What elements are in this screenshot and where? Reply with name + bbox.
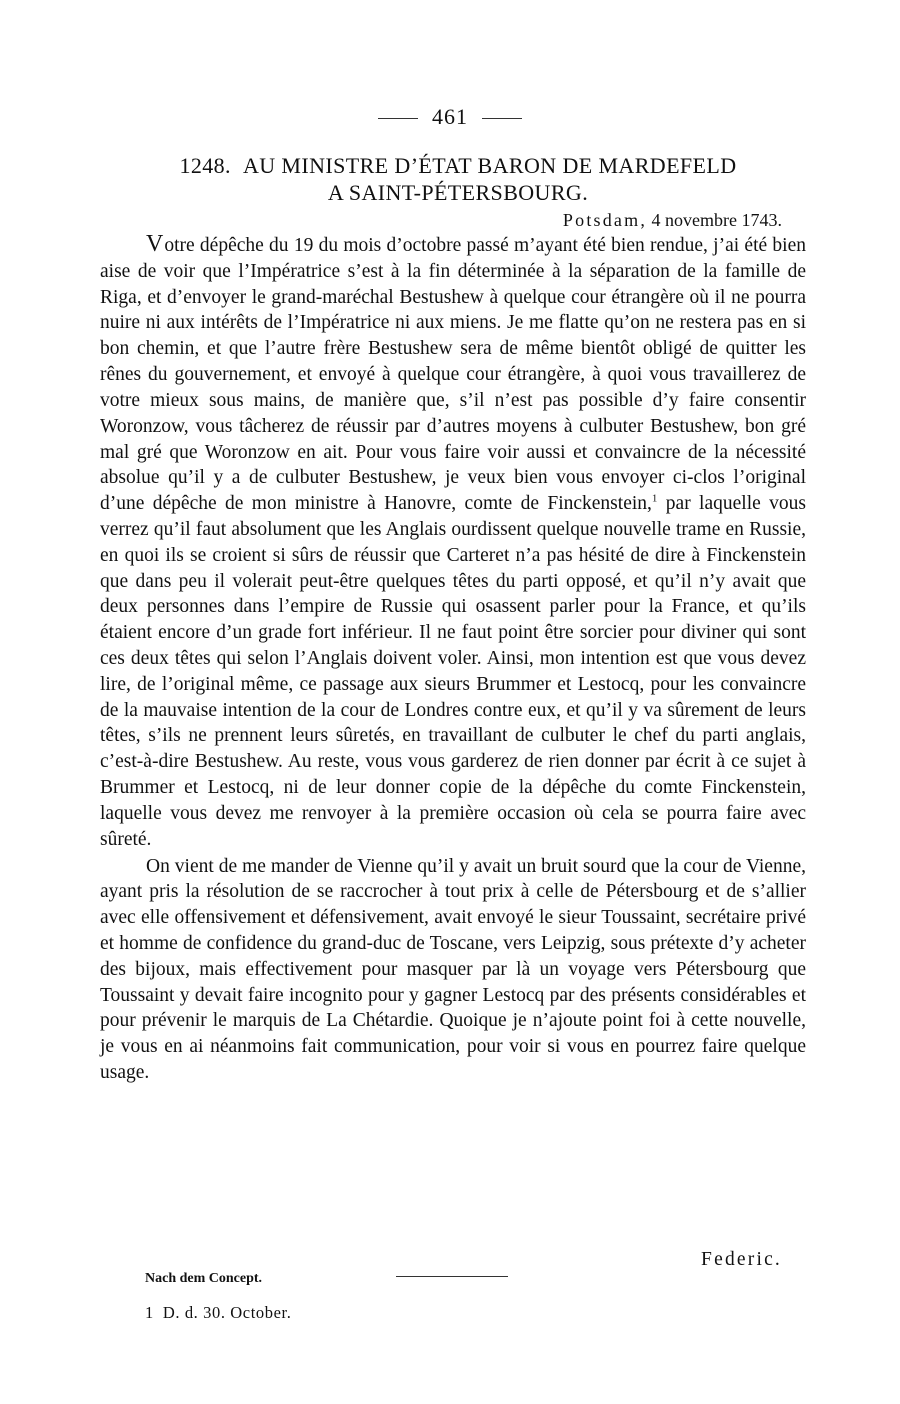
footnote-divider (396, 1276, 508, 1277)
footnote-reference: 1 (651, 492, 658, 505)
letter-addressee: AU MINISTRE D’ÉTAT BARON DE MARDEFELD (242, 153, 737, 178)
page-number (0, 104, 900, 130)
letter-number: 1248. (179, 153, 231, 178)
footnote (145, 1303, 291, 1323)
drop-initial: V (146, 231, 165, 257)
letter-dateline (563, 208, 782, 232)
page-number-dash-right (482, 118, 522, 119)
letter-body (100, 232, 806, 1086)
signature: Federic. (701, 1249, 782, 1270)
paragraph-1-text-a: otre dépêche du 19 du mois d’octobre passé m’ayant été bien rendue, j’ai été bien aise de voir que l’Impératrice s’est à la fin déterminée à la séparation de la famille de Riga, et d’envoyer le grand-maréchal Bestushew à quelque cour étrangère où il ne pourra nuire ni aux intérêts de l’Impératrice ni aux miens. Je me flatte qu’on ne restera pas en si bon chemin, et que l’autre frère Bestushew sera de même bientôt obligé de quitter les rênes du gouvernement, et envoyé à quelque cour étrangère, à quoi vous travaillerez de votre mieux sous mains, de manière que, s’il n’est pas possible d’y faire consentir Woronzow, vous tâcherez de réussir par d’autres moyens à culbuter Bestushew, bon gré mal gré que Woronzow en ait. Pour vous faire voir aussi et convaincre de la nécessité absolue qu’il y a de culbuter Bestushew, je veux bien vous envoyer ci-clos l’original d’une dépêche de mon ministre à Hanovre, comte de Finckenstein, (100, 235, 806, 515)
letter-heading-line2: A SAINT-PÉTERSBOURG. (327, 180, 589, 205)
page-number-dash-left (378, 118, 418, 119)
paragraph-1-text-b: par laquelle vous verrez qu’il faut absolument que les Anglais ourdissent quelque nouvelle trame en Russie, en quoi ils se croient si sûrs de réussir que Carteret n’a pas hésité de dire à Finckenstein que dans peu il volerait peut-être quelques têtes du parti opposé, et qu’il n’y avait que deux personnes dans l’empire de Russie qui osassent parler pour la France, et qu’ils étaient encore d’un grade fort inférieur. Il ne faut point être sorcier pour diviner qui sont ces deux têtes qui selon l’Anglais doivent voler. Ainsi, mon intention est que vous devez lire, de l’original même, ce passage aux sieurs Brummer et Lestocq, pour les convaincre de la mauvaise intention de la cour de Londres contre eux, et qu’il y va sûrement de leurs têtes, s’ils ne prennent leurs sûretés, en travaillant de culbuter le chef du parti anglais, c’est-à-dire Bestushew. Au reste, vous vous garderez de rien donner par écrit à ce sujet à Brummer et Lestocq, ni de leur donner copie de la dépêche du comte Finckenstein, laquelle vous devez me renvoyer à la première occasion où cela se pourra faire avec sûreté. (100, 493, 806, 850)
letter-date: 4 novembre 1743. (651, 210, 782, 230)
footnote-text: D. d. 30. October. (162, 1303, 292, 1322)
source-note: Nach dem Concept. (145, 1271, 263, 1286)
letter-place: Potsdam, (562, 210, 648, 230)
footnote-mark: 1 (145, 1303, 154, 1322)
paragraph-1 (100, 232, 806, 853)
letter-heading-line1 (128, 152, 788, 179)
letter-heading (128, 152, 788, 206)
page-number-text: 461 (432, 104, 468, 129)
paragraph-2: On vient de me mander de Vienne qu’il y avait un bruit sourd que la cour de Vienne, ayant pris la résolution de se raccrocher à tout prix à celle de Pétersbourg et de s’allier avec elle offensivement et défensivement, avait envoyé le sieur Toussaint, secrétaire privé et homme de confidence du grand-duc de Toscane, vers Leipzig, sous prétexte d’y acheter des bijoux, mais effectivement pour masquer par là un voyage vers Pétersbourg que Toussaint y devait faire incognito pour y gagner Lestocq par des présents considérables et pour prévenir le marquis de La Chétardie. Quoique je n’ajoute point foi à cette nouvelle, je vous en ai néanmoins fait communication, pour voir si vous en pourrez faire quelque usage. (100, 855, 806, 1083)
